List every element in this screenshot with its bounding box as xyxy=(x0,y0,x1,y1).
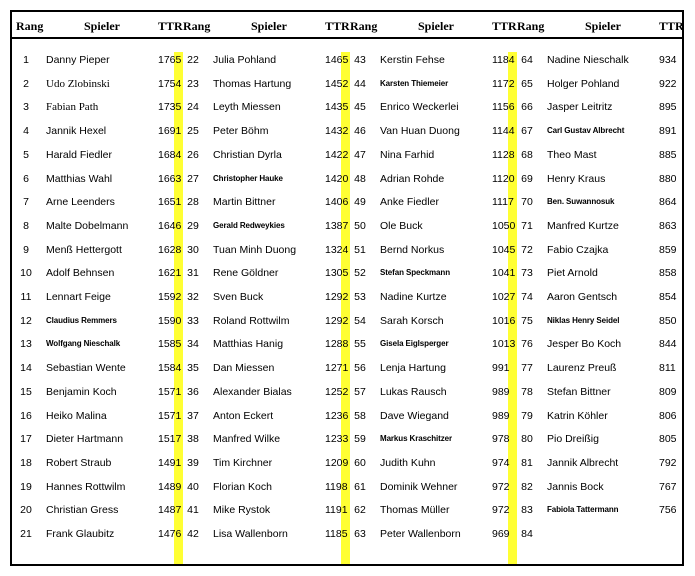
rank-cell: 29 xyxy=(187,219,199,232)
ttr-cell: 1236 xyxy=(325,409,349,422)
rank-cell: 67 xyxy=(521,125,533,138)
player-name-cell: Menß Hettergott xyxy=(46,243,122,256)
rank-cell: 71 xyxy=(521,219,533,232)
player-name-cell: Thomas Müller xyxy=(380,504,450,517)
ttr-cell: 885 xyxy=(659,148,677,161)
rank-cell: 62 xyxy=(354,504,366,517)
ttr-cell: 1621 xyxy=(158,267,182,280)
ttr-cell: 1465 xyxy=(325,54,349,66)
player-name-cell: Leyth Miessen xyxy=(213,101,281,114)
header-ttr: TTR xyxy=(325,19,350,33)
rank-cell: 49 xyxy=(354,196,366,209)
ttr-cell: 1027 xyxy=(492,291,516,303)
ttr-cell: 1487 xyxy=(158,504,182,517)
player-name-cell: Enrico Weckerlei xyxy=(380,101,459,114)
player-name-cell: Ben. Suwannosuk xyxy=(547,197,615,207)
ttr-cell: 809 xyxy=(659,385,677,398)
ttr-cell: 1684 xyxy=(158,148,182,161)
rank-cell: 68 xyxy=(521,148,533,161)
ttr-cell: 854 xyxy=(659,291,677,303)
rank-cell: 65 xyxy=(521,77,533,90)
rank-cell: 56 xyxy=(354,362,366,375)
player-name-cell: Tim Kirchner xyxy=(213,456,273,469)
rank-cell: 84 xyxy=(521,528,533,540)
player-name-cell: Dieter Hartmann xyxy=(46,433,124,446)
ttr-cell: 1041 xyxy=(492,267,516,280)
player-name-cell: Aaron Gentsch xyxy=(547,291,618,303)
rank-cell: 39 xyxy=(187,456,199,469)
rank-cell: 8 xyxy=(23,219,29,232)
rank-cell: 46 xyxy=(354,125,366,138)
ttr-cell: 1185 xyxy=(325,528,348,540)
player-name-cell: Fabiola Tattermann xyxy=(547,505,619,515)
ttr-cell: 1584 xyxy=(158,362,182,375)
rank-cell: 21 xyxy=(20,528,32,540)
ttr-cell: 1571 xyxy=(158,409,182,422)
player-name-cell: Malte Dobelmann xyxy=(46,219,129,232)
player-name-cell: Nadine Nieschalk xyxy=(547,54,629,66)
ttr-cell: 895 xyxy=(659,101,677,114)
rank-cell: 47 xyxy=(354,148,366,161)
rank-cell: 3 xyxy=(23,101,29,114)
player-name-cell: Claudius Remmers xyxy=(46,315,117,325)
player-name-cell: Udo Zlobinski xyxy=(46,77,110,90)
ttr-cell: 1663 xyxy=(158,172,182,185)
header-player: Spieler xyxy=(251,19,287,33)
ttr-cell: 1156 xyxy=(492,101,515,114)
player-name-cell: Alexander Bialas xyxy=(213,385,292,398)
ttr-cell: 850 xyxy=(659,314,677,327)
rank-cell: 2 xyxy=(23,77,29,90)
player-name-cell: Robert Straub xyxy=(46,456,112,469)
rank-cell: 28 xyxy=(187,196,199,209)
ttr-cell: 934 xyxy=(659,54,677,66)
player-name-cell: Christian Gress xyxy=(46,504,119,517)
rank-cell: 80 xyxy=(521,433,533,446)
rank-cell: 51 xyxy=(354,243,366,256)
ttr-cell: 1590 xyxy=(158,314,182,327)
player-name-cell: Lisa Wallenborn xyxy=(213,528,288,540)
rank-cell: 75 xyxy=(521,314,533,327)
ttr-cell: 1406 xyxy=(325,196,349,209)
ttr-cell: 1651 xyxy=(158,196,182,209)
player-name-cell: Roland Rottwilm xyxy=(213,314,290,327)
rank-cell: 53 xyxy=(354,291,366,303)
player-name-cell: Bernd Norkus xyxy=(380,243,445,256)
rank-cell: 76 xyxy=(521,338,533,351)
ttr-cell: 1184 xyxy=(492,54,515,66)
ttr-cell: 922 xyxy=(659,77,677,90)
ttr-cell: 1271 xyxy=(325,362,349,375)
ttr-cell: 1292 xyxy=(325,314,349,327)
header-player: Spieler xyxy=(418,19,454,33)
player-name-cell: Rene Göldner xyxy=(213,267,279,280)
player-name-cell: Gisela Eiglsperger xyxy=(380,339,449,349)
player-name-cell: Lukas Rausch xyxy=(380,385,447,398)
player-name-cell: Jasper Leitritz xyxy=(547,101,613,114)
rank-cell: 79 xyxy=(521,409,533,422)
ttr-cell: 1691 xyxy=(158,125,182,138)
ttr-cell: 858 xyxy=(659,267,677,280)
player-name-cell: Lenja Hartung xyxy=(380,362,446,375)
player-name-cell: Arne Leenders xyxy=(46,196,115,209)
ttr-cell: 864 xyxy=(659,196,677,209)
player-name-cell: Lennart Feige xyxy=(46,291,111,303)
rank-cell: 18 xyxy=(20,456,32,469)
rank-cell: 83 xyxy=(521,504,533,517)
ttr-cell: 1432 xyxy=(325,125,349,138)
rank-cell: 78 xyxy=(521,385,533,398)
ttr-cell: 991 xyxy=(492,362,510,375)
header-rank: Rang xyxy=(350,19,378,33)
header-rank: Rang xyxy=(16,19,44,33)
player-name-cell: Jannik Albrecht xyxy=(547,456,619,469)
ttr-cell: 1172 xyxy=(492,77,515,90)
ttr-cell: 756 xyxy=(659,504,677,517)
rank-cell: 44 xyxy=(354,77,366,90)
header-player: Spieler xyxy=(585,19,621,33)
rank-cell: 5 xyxy=(23,148,29,161)
player-name-cell: Jannis Bock xyxy=(547,480,604,493)
ttr-cell: 969 xyxy=(492,528,510,540)
ttr-cell: 1646 xyxy=(158,219,182,232)
player-name-cell: Fabio Czajka xyxy=(547,243,609,256)
rank-cell: 63 xyxy=(354,528,366,540)
player-name-cell: Manfred Wilke xyxy=(213,433,281,446)
player-name-cell: Stefan Bittner xyxy=(547,385,611,398)
header-player: Spieler xyxy=(84,19,120,33)
rank-cell: 60 xyxy=(354,456,366,469)
ttr-cell: 1252 xyxy=(325,385,349,398)
rank-cell: 24 xyxy=(187,101,199,114)
player-name-cell: Sarah Korsch xyxy=(380,314,444,327)
rank-cell: 19 xyxy=(20,480,32,493)
ttr-cell: 1387 xyxy=(325,219,349,232)
rank-cell: 30 xyxy=(187,243,199,256)
ttr-cell: 1198 xyxy=(325,480,348,493)
rank-cell: 7 xyxy=(23,196,29,209)
player-name-cell: Jesper Bo Koch xyxy=(547,338,622,351)
rank-cell: 34 xyxy=(187,338,199,351)
player-name-cell: Judith Kuhn xyxy=(380,456,436,469)
ttr-cell: 880 xyxy=(659,172,677,185)
player-name-cell: Jannik Hexel xyxy=(46,125,107,138)
player-name-cell: Nina Farhid xyxy=(380,148,435,161)
ttr-cell: 1016 xyxy=(492,314,516,327)
player-name-cell: Gerald Redweykies xyxy=(213,220,285,230)
player-name-cell: Christopher Hauke xyxy=(213,173,283,183)
ttr-cell: 1491 xyxy=(158,456,182,469)
rank-cell: 58 xyxy=(354,409,366,422)
ttr-cell: 1209 xyxy=(325,456,349,469)
rank-cell: 17 xyxy=(20,433,32,446)
ttr-cell: 974 xyxy=(492,456,510,469)
rank-cell: 13 xyxy=(20,338,32,351)
rank-cell: 15 xyxy=(20,385,32,398)
player-name-cell: Katrin Köhler xyxy=(547,409,608,422)
ttr-cell: 1233 xyxy=(325,433,349,446)
player-name-cell: Matthias Hanig xyxy=(213,338,284,351)
rank-cell: 45 xyxy=(354,101,366,114)
rank-cell: 20 xyxy=(20,504,32,517)
player-name-cell: Van Huan Duong xyxy=(380,125,460,138)
ttr-cell: 1324 xyxy=(325,243,349,256)
player-name-cell: Harald Fiedler xyxy=(46,148,112,161)
rank-cell: 59 xyxy=(354,433,366,446)
ttr-cell: 805 xyxy=(659,433,677,446)
ttr-cell: 1476 xyxy=(158,528,182,540)
player-name-cell: Kerstin Fehse xyxy=(380,54,445,66)
player-name-cell: Theo Mast xyxy=(547,148,597,161)
rank-cell: 9 xyxy=(23,243,29,256)
rank-cell: 77 xyxy=(521,362,533,375)
rank-cell: 33 xyxy=(187,314,199,327)
player-name-cell: Adrian Rohde xyxy=(380,172,445,185)
rank-cell: 1 xyxy=(23,54,29,66)
ttr-cell: 1571 xyxy=(158,385,182,398)
rank-cell: 48 xyxy=(354,172,366,185)
player-name-cell: Henry Kraus xyxy=(547,172,606,185)
ttr-cell: 972 xyxy=(492,480,510,493)
rank-cell: 31 xyxy=(187,267,199,280)
ranking-table xyxy=(10,10,684,566)
ttr-cell: 1489 xyxy=(158,480,182,493)
player-name-cell: Frank Glaubitz xyxy=(46,528,115,540)
ttr-cell: 1765 xyxy=(158,54,182,66)
ttr-cell: 863 xyxy=(659,219,677,232)
rank-cell: 4 xyxy=(23,125,29,138)
ttr-cell: 989 xyxy=(492,385,510,398)
rank-cell: 23 xyxy=(187,77,199,90)
ttr-cell: 1517 xyxy=(158,433,182,446)
ttr-cell: 1292 xyxy=(325,291,349,303)
player-name-cell: Heiko Malina xyxy=(46,409,107,422)
ttr-cell: 1628 xyxy=(158,243,182,256)
player-name-cell: Piet Arnold xyxy=(547,267,598,280)
rank-cell: 26 xyxy=(187,148,199,161)
player-name-cell: Stefan Speckmann xyxy=(380,268,450,278)
rank-cell: 55 xyxy=(354,338,366,351)
ttr-cell: 1117 xyxy=(492,196,514,209)
ttr-cell: 1452 xyxy=(325,77,349,90)
header-ttr: TTR xyxy=(492,19,517,33)
rank-cell: 72 xyxy=(521,243,533,256)
rank-cell: 57 xyxy=(354,385,366,398)
player-name-cell: Mike Rystok xyxy=(213,504,271,517)
rank-cell: 35 xyxy=(187,362,199,375)
player-name-cell: Peter Wallenborn xyxy=(380,528,461,540)
ttr-cell: 1013 xyxy=(492,338,516,351)
rank-cell: 38 xyxy=(187,433,199,446)
ttr-cell: 1120 xyxy=(492,172,515,185)
ttr-cell: 972 xyxy=(492,504,510,517)
player-name-cell xyxy=(547,524,659,544)
ttr-cell: 1305 xyxy=(325,267,349,280)
player-name-cell: Fabian Path xyxy=(46,101,99,114)
player-name-cell: Adolf Behnsen xyxy=(46,267,115,280)
player-name-cell: Danny Pieper xyxy=(46,54,110,66)
ttr-cell: 978 xyxy=(492,433,510,446)
player-name-cell: Ole Buck xyxy=(380,219,423,232)
ttr-cell: 844 xyxy=(659,338,677,351)
ttr-cell: 1144 xyxy=(492,125,515,138)
rank-cell: 66 xyxy=(521,101,533,114)
rank-cell: 12 xyxy=(20,314,32,327)
player-name-cell: Sebastian Wente xyxy=(46,362,126,375)
player-name-cell: Anton Eckert xyxy=(213,409,274,422)
ttr-cell xyxy=(659,524,691,544)
player-name-cell: Peter Böhm xyxy=(213,125,269,138)
ttr-cell: 1050 xyxy=(492,219,516,232)
rank-cell: 82 xyxy=(521,480,533,493)
ttr-cell: 1288 xyxy=(325,338,349,351)
ttr-cell: 1735 xyxy=(158,101,182,114)
ttr-cell: 1045 xyxy=(492,243,516,256)
rank-cell: 61 xyxy=(354,480,366,493)
ttr-cell: 1585 xyxy=(158,338,182,351)
rank-cell: 14 xyxy=(20,362,32,375)
player-name-cell: Julia Pohland xyxy=(213,54,277,66)
ttr-cell: 1420 xyxy=(325,172,349,185)
rank-cell: 6 xyxy=(23,172,29,185)
player-name-cell: Dan Miessen xyxy=(213,362,275,375)
player-name-cell: Karsten Thiemeier xyxy=(380,78,449,88)
player-name-cell: Wolfgang Nieschalk xyxy=(46,339,121,349)
ttr-cell: 1422 xyxy=(325,148,349,161)
ttr-cell: 989 xyxy=(492,409,510,422)
player-name-cell: Pio Dreißig xyxy=(547,433,599,446)
ttr-cell: 1754 xyxy=(158,77,182,90)
rank-cell: 16 xyxy=(20,409,32,422)
rank-cell: 70 xyxy=(521,196,533,209)
rank-cell: 69 xyxy=(521,172,533,185)
rank-cell: 42 xyxy=(187,528,199,540)
player-name-cell: Benjamin Koch xyxy=(46,385,117,398)
ttr-cell: 792 xyxy=(659,456,677,469)
rank-cell: 43 xyxy=(354,54,366,66)
rank-cell: 32 xyxy=(187,291,199,303)
player-name-cell: Hannes Rottwilm xyxy=(46,480,126,493)
player-name-cell: Tuan Minh Duong xyxy=(213,243,297,256)
rank-cell: 10 xyxy=(20,267,32,280)
rank-cell: 41 xyxy=(187,504,199,517)
player-name-cell: Manfred Kurtze xyxy=(547,219,619,232)
rank-cell: 52 xyxy=(354,267,366,280)
player-name-cell: Markus Kraschitzer xyxy=(380,434,453,444)
player-name-cell: Matthias Wahl xyxy=(46,172,113,185)
ttr-cell: 806 xyxy=(659,409,677,422)
rank-cell: 37 xyxy=(187,409,199,422)
rank-cell: 54 xyxy=(354,314,366,327)
rank-cell: 11 xyxy=(20,291,32,303)
header-ttr: TTR xyxy=(158,19,183,33)
player-name-cell: Martin Bittner xyxy=(213,196,276,209)
ttr-cell: 1128 xyxy=(492,148,515,161)
rank-cell: 25 xyxy=(187,125,199,138)
player-name-cell: Nadine Kurtze xyxy=(380,291,447,303)
rank-cell: 27 xyxy=(187,172,199,185)
rank-cell: 22 xyxy=(187,54,199,66)
player-name-cell: Carl Gustav Albrecht xyxy=(547,126,625,136)
rank-cell: 40 xyxy=(187,480,199,493)
rank-cell: 64 xyxy=(521,54,533,66)
player-name-cell: Niklas Henry Seidel xyxy=(547,315,620,325)
player-name-cell: Florian Koch xyxy=(213,480,272,493)
player-name-cell: Dave Wiegand xyxy=(380,409,449,422)
header-rank: Rang xyxy=(517,19,545,33)
rank-cell: 74 xyxy=(521,291,533,303)
player-name-cell: Holger Pohland xyxy=(547,77,620,90)
player-name-cell: Dominik Wehner xyxy=(380,480,458,493)
player-name-cell: Laurenz Preuß xyxy=(547,362,617,375)
header-rank: Rang xyxy=(183,19,211,33)
ttr-cell: 891 xyxy=(659,125,677,138)
rank-cell: 36 xyxy=(187,385,199,398)
player-name-cell: Christian Dyrla xyxy=(213,148,282,161)
ttr-cell: 859 xyxy=(659,243,677,256)
ttr-cell: 1191 xyxy=(325,504,348,517)
player-name-cell: Anke Fiedler xyxy=(380,196,439,209)
rank-cell: 50 xyxy=(354,219,366,232)
header-divider xyxy=(12,37,682,39)
ttr-cell: 811 xyxy=(659,362,676,375)
rank-cell: 81 xyxy=(521,456,533,469)
header-ttr: TTR xyxy=(659,19,684,33)
player-name-cell: Sven Buck xyxy=(213,291,264,303)
rank-cell: 73 xyxy=(521,267,533,280)
player-name-cell: Thomas Hartung xyxy=(213,77,292,90)
ttr-cell: 1592 xyxy=(158,291,182,303)
ttr-cell: 1435 xyxy=(325,101,349,114)
ttr-cell: 767 xyxy=(659,480,677,493)
